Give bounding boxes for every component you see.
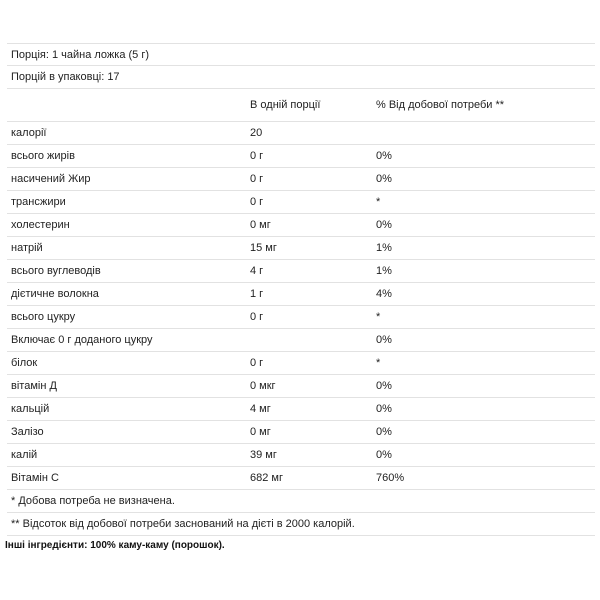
nutrient-name: насичений Жир xyxy=(11,173,91,185)
nutrient-daily-value: 0% xyxy=(376,426,392,438)
nutrient-name: калій xyxy=(11,449,38,461)
nutrient-name: всього жирів xyxy=(11,150,75,162)
servings-per-container-row xyxy=(7,66,595,89)
nutrient-daily-value: 4% xyxy=(376,288,392,300)
nutrient-name: всього цукру xyxy=(11,311,76,323)
nutrient-row xyxy=(7,352,595,375)
serving-size-row xyxy=(7,43,595,66)
nutrient-row xyxy=(7,191,595,214)
nutrient-amount: 4 мг xyxy=(250,403,271,415)
column-header-row xyxy=(7,89,595,122)
nutrient-name: Включає 0 г доданого цукру xyxy=(11,334,153,346)
nutrient-row xyxy=(7,122,595,145)
nutrient-daily-value: 760% xyxy=(376,472,405,484)
nutrient-daily-value: 0% xyxy=(376,449,392,461)
nutrient-row xyxy=(7,329,595,352)
nutrient-daily-value: 1% xyxy=(376,265,392,277)
nutrient-name: білок xyxy=(11,357,38,369)
other-ingredients: Інші інгредієнти: 100% каму-каму (порошок). xyxy=(5,540,225,551)
nutrient-row xyxy=(7,306,595,329)
nutrient-row xyxy=(7,375,595,398)
nutrient-amount: 0 г xyxy=(250,357,264,369)
nutrient-amount: 682 мг xyxy=(250,472,283,484)
nutrient-name: Залізо xyxy=(11,426,44,438)
nutrient-daily-value: 0% xyxy=(376,150,392,162)
nutrient-daily-value: 0% xyxy=(376,334,392,346)
daily-value-column-header: % Від добової потреби ** xyxy=(376,99,505,111)
nutrient-name: дієтичне волокна xyxy=(11,288,99,300)
nutrient-amount: 1 г xyxy=(250,288,264,300)
nutrient-row xyxy=(7,237,595,260)
servings-per-container: Порцій в упаковці: 17 xyxy=(11,71,120,83)
footnote-not-established: * Добова потреба не визначена. xyxy=(7,490,595,513)
nutrient-daily-value: 0% xyxy=(376,219,392,231)
nutrient-name: Вітамін С xyxy=(11,472,59,484)
nutrient-daily-value: 1% xyxy=(376,242,392,254)
nutrient-row xyxy=(7,260,595,283)
serving-size: Порція: 1 чайна ложка (5 г) xyxy=(11,48,150,61)
nutrient-amount: 0 мг xyxy=(250,426,271,438)
nutrient-name: вітамін Д xyxy=(11,380,57,392)
nutrient-amount: 39 мг xyxy=(250,449,277,461)
nutrient-row xyxy=(7,283,595,306)
nutrient-row xyxy=(7,467,595,490)
nutrient-name: трансжири xyxy=(11,196,66,208)
nutrient-name: всього вуглеводів xyxy=(11,265,101,277)
nutrient-amount: 0 г xyxy=(250,150,264,162)
nutrient-daily-value: * xyxy=(376,311,381,323)
nutrient-row xyxy=(7,444,595,467)
nutrient-row xyxy=(7,214,595,237)
nutrient-amount: 0 мг xyxy=(250,219,271,231)
nutrient-row xyxy=(7,145,595,168)
nutrient-row xyxy=(7,421,595,444)
nutrient-amount: 0 г xyxy=(250,311,264,323)
nutrient-daily-value: * xyxy=(376,357,381,369)
nutrient-amount: 15 мг xyxy=(250,242,277,254)
nutrition-facts-table xyxy=(7,43,595,536)
nutrient-name: натрій xyxy=(11,242,43,254)
nutrient-amount: 20 xyxy=(250,127,263,139)
nutrient-amount: 0 г xyxy=(250,173,264,185)
nutrient-amount: 0 г xyxy=(250,196,264,208)
nutrient-daily-value: * xyxy=(376,196,381,208)
nutrient-row xyxy=(7,398,595,421)
nutrient-amount: 0 мкг xyxy=(250,380,276,392)
nutrient-daily-value: 0% xyxy=(376,173,392,185)
footnote-daily-value-basis: ** Відсоток від добової потреби заснований на дієті в 2000 калорій. xyxy=(7,513,595,536)
nutrient-amount: 4 г xyxy=(250,265,264,277)
nutrient-name: холестерин xyxy=(11,219,70,231)
nutrient-name: кальцій xyxy=(11,403,50,415)
nutrient-daily-value: 0% xyxy=(376,380,392,392)
per-serving-column-header: В одній порції xyxy=(250,99,321,111)
nutrient-name: калорії xyxy=(11,127,47,139)
nutrient-row xyxy=(7,168,595,191)
nutrient-daily-value: 0% xyxy=(376,403,392,415)
